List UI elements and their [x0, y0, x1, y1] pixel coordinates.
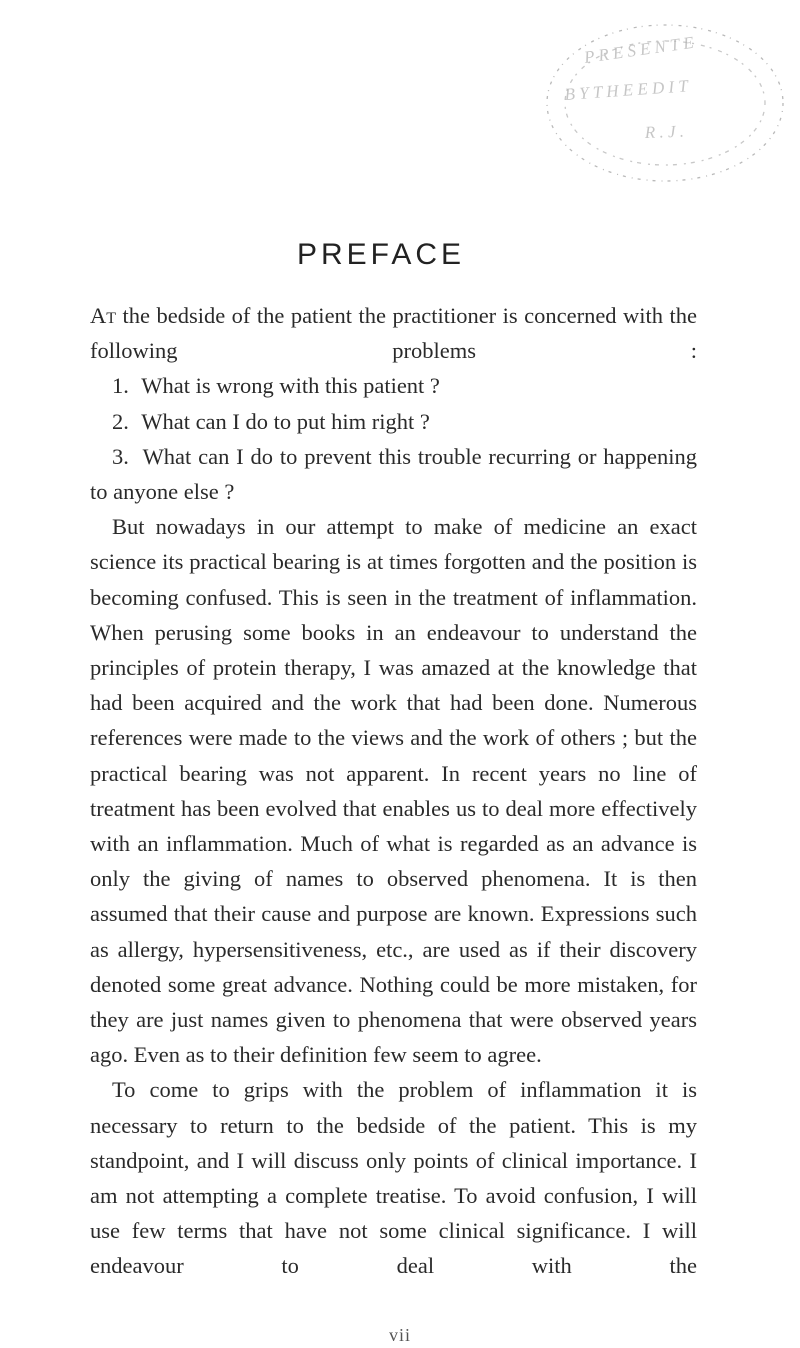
list-item-1 — [90, 368, 697, 403]
list-number-2: 2. — [112, 408, 129, 434]
list-item-3 — [90, 439, 697, 509]
list-item-2 — [90, 404, 697, 439]
list-number-3: 3. — [112, 443, 129, 469]
list-text-3: What can I do to prevent this trouble recurring or happening to anyone else ? — [90, 443, 698, 505]
library-stamp — [525, 8, 795, 198]
body-text — [90, 298, 697, 1284]
list-text-1: What is wrong with this patient ? — [141, 373, 440, 399]
list-text-2: What can I do to put him right ? — [141, 408, 430, 434]
opening-word: At — [90, 303, 117, 328]
paragraph-1: But nowadays in our attempt to make of medicine an exact science its practical bearing is at times forgotten and the position is becoming confused. This is seen in the treatment of inflammation. When perusing some books in an endeavour to understand the principles of protein therapy, I was amazed at the knowledge that had been acquired and the work that had been done. Numerous references were made to the views and the work of others ; but the practical bearing was not apparent. In recent years no line of treatment has been evolved that enables us to deal more effectively with an inflammation. Much of what is regarded as an advance is only the giving of names to observed phenomena. It is then assumed that their cause and purpose are known. Expressions such as allergy, hypersensitiveness, etc., are used as if their discovery denoted some great advance. Nothing could be more mistaken, for they are just names given to phenomena that were observed years ago. Even as to their definition few seem to agree. — [90, 514, 697, 1068]
intro-text: the bedside of the patient the practitioner is concerned with the following problems : — [90, 303, 697, 364]
intro-paragraph — [90, 298, 697, 368]
stamp-text-line1: P R E S E N T E — [582, 32, 695, 67]
paragraph-2: To come to grips with the problem of inflammation it is necessary to return to the bedside of the patient. This is my standpoint, and I will discuss only points of clinical importance. I am not attempting a complete treatise. To avoid confusion, I will use few terms that have not some clinical significance. I will endeavour to deal with the — [90, 1077, 697, 1279]
page-number: vii — [388, 1325, 411, 1345]
list-number-1: 1. — [112, 373, 129, 399]
stamp-text-line3: R . J . — [644, 121, 685, 142]
page-title: PREFACE — [296, 238, 466, 271]
stamp-text-line2: B Y T H E E D I T — [563, 76, 689, 104]
